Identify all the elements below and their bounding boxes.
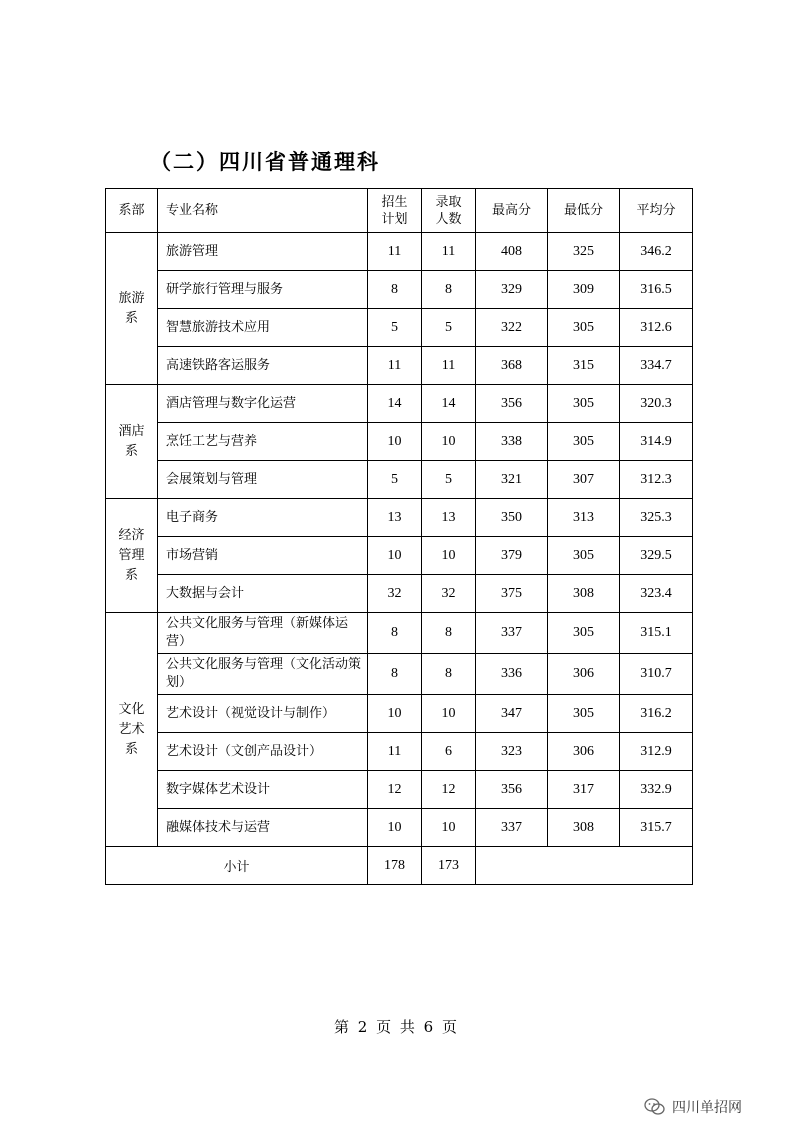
max-score-cell: 322	[476, 309, 548, 347]
avg-score-cell: 315.1	[620, 613, 693, 654]
admit-cell: 5	[422, 461, 476, 499]
max-score-cell: 408	[476, 233, 548, 271]
dept-cell	[106, 385, 158, 499]
admit-cell: 11	[422, 347, 476, 385]
avg-score-cell: 329.5	[620, 537, 693, 575]
plan-cell: 11	[368, 347, 422, 385]
admit-cell: 10	[422, 537, 476, 575]
admit-cell: 10	[422, 695, 476, 733]
max-score-cell: 321	[476, 461, 548, 499]
min-score-cell: 306	[548, 654, 620, 695]
header-max: 最高分	[476, 189, 548, 233]
table-row	[106, 575, 693, 613]
major-cell: 融媒体技术与运营	[158, 809, 368, 847]
min-score-cell: 305	[548, 423, 620, 461]
table-header-row	[106, 189, 693, 233]
table-row	[106, 461, 693, 499]
avg-score-cell: 325.3	[620, 499, 693, 537]
max-score-cell: 350	[476, 499, 548, 537]
table-row	[106, 695, 693, 733]
max-score-cell: 375	[476, 575, 548, 613]
avg-score-cell: 310.7	[620, 654, 693, 695]
avg-score-cell: 334.7	[620, 347, 693, 385]
dept-name-line: 管理	[118, 547, 145, 563]
min-score-cell: 308	[548, 809, 620, 847]
plan-cell: 10	[368, 423, 422, 461]
min-score-cell: 325	[548, 233, 620, 271]
table-row	[106, 809, 693, 847]
min-score-cell: 313	[548, 499, 620, 537]
plan-cell: 8	[368, 613, 422, 654]
max-score-cell: 379	[476, 537, 548, 575]
plan-cell: 11	[368, 733, 422, 771]
major-cell: 电子商务	[158, 499, 368, 537]
dept-name-line: 艺术	[118, 721, 145, 737]
plan-cell: 12	[368, 771, 422, 809]
avg-score-cell: 320.3	[620, 385, 693, 423]
table-row	[106, 271, 693, 309]
avg-score-cell: 314.9	[620, 423, 693, 461]
max-score-cell: 329	[476, 271, 548, 309]
major-cell: 大数据与会计	[158, 575, 368, 613]
dept-name-line: 经济	[118, 527, 145, 543]
major-cell: 数字媒体艺术设计	[158, 771, 368, 809]
dept-name-line: 系	[124, 310, 138, 326]
plan-cell: 10	[368, 809, 422, 847]
plan-cell: 8	[368, 654, 422, 695]
major-cell: 研学旅行管理与服务	[158, 271, 368, 309]
subtotal-admit: 173	[422, 847, 476, 885]
avg-score-cell: 316.2	[620, 695, 693, 733]
admit-cell: 10	[422, 809, 476, 847]
table-row	[106, 309, 693, 347]
table-row	[106, 654, 693, 695]
min-score-cell: 305	[548, 385, 620, 423]
major-cell: 酒店管理与数字化运营	[158, 385, 368, 423]
avg-score-cell: 312.3	[620, 461, 693, 499]
major-cell: 会展策划与管理	[158, 461, 368, 499]
dept-name-line: 文化	[118, 701, 145, 717]
min-score-cell: 305	[548, 613, 620, 654]
subtotal-empty	[476, 847, 693, 885]
admit-cell: 12	[422, 771, 476, 809]
min-score-cell: 317	[548, 771, 620, 809]
plan-cell: 10	[368, 695, 422, 733]
dept-cell	[106, 613, 158, 847]
avg-score-cell: 346.2	[620, 233, 693, 271]
max-score-cell: 347	[476, 695, 548, 733]
table-row	[106, 499, 693, 537]
min-score-cell: 309	[548, 271, 620, 309]
min-score-cell: 305	[548, 695, 620, 733]
dept-name-line: 酒店	[118, 423, 145, 439]
page-section-title: （二）四川省普通理科	[150, 150, 380, 174]
admit-cell: 32	[422, 575, 476, 613]
avg-score-cell: 316.5	[620, 271, 693, 309]
admit-cell: 13	[422, 499, 476, 537]
major-cell: 智慧旅游技术应用	[158, 309, 368, 347]
table-row	[106, 613, 693, 654]
max-score-cell: 336	[476, 654, 548, 695]
watermark	[644, 1097, 742, 1117]
plan-cell: 14	[368, 385, 422, 423]
max-score-cell: 337	[476, 809, 548, 847]
min-score-cell: 307	[548, 461, 620, 499]
header-plan: 招生 计划	[368, 189, 422, 233]
admit-cell: 8	[422, 271, 476, 309]
max-score-cell: 356	[476, 771, 548, 809]
min-score-cell: 308	[548, 575, 620, 613]
admit-cell: 14	[422, 385, 476, 423]
subtotal-plan: 178	[368, 847, 422, 885]
header-min: 最低分	[548, 189, 620, 233]
table-row	[106, 385, 693, 423]
major-cell: 艺术设计（视觉设计与制作）	[158, 695, 368, 733]
admit-cell: 5	[422, 309, 476, 347]
dept-name-line: 旅游	[118, 290, 145, 306]
avg-score-cell: 312.6	[620, 309, 693, 347]
admission-score-table	[105, 188, 693, 885]
subtotal-row	[106, 847, 693, 885]
header-major: 专业名称	[158, 189, 368, 233]
table-row	[106, 347, 693, 385]
dept-cell	[106, 499, 158, 613]
major-cell: 高速铁路客运服务	[158, 347, 368, 385]
plan-cell: 32	[368, 575, 422, 613]
subtotal-label: 小计	[106, 847, 368, 885]
major-cell: 市场营销	[158, 537, 368, 575]
dept-name-line: 系	[124, 443, 138, 459]
plan-cell: 13	[368, 499, 422, 537]
min-score-cell: 315	[548, 347, 620, 385]
max-score-cell: 368	[476, 347, 548, 385]
min-score-cell: 305	[548, 309, 620, 347]
page-number: 第 2 页 共 6 页	[334, 1018, 459, 1036]
admit-cell: 8	[422, 654, 476, 695]
min-score-cell: 305	[548, 537, 620, 575]
admit-cell: 6	[422, 733, 476, 771]
dept-name-line: 系	[124, 741, 138, 757]
avg-score-cell: 323.4	[620, 575, 693, 613]
major-cell: 公共文化服务与管理（文化活动策划）	[158, 654, 368, 695]
plan-cell: 11	[368, 233, 422, 271]
table-row	[106, 771, 693, 809]
dept-cell	[106, 233, 158, 385]
admit-cell: 10	[422, 423, 476, 461]
major-cell: 艺术设计（文创产品设计）	[158, 733, 368, 771]
max-score-cell: 337	[476, 613, 548, 654]
table-row	[106, 423, 693, 461]
major-cell: 旅游管理	[158, 233, 368, 271]
watermark-text: 四川单招网	[672, 1100, 742, 1116]
admit-cell: 11	[422, 233, 476, 271]
dept-name-line: 系	[124, 567, 138, 583]
header-dept: 系部	[106, 189, 158, 233]
min-score-cell: 306	[548, 733, 620, 771]
plan-cell: 10	[368, 537, 422, 575]
max-score-cell: 338	[476, 423, 548, 461]
plan-cell: 5	[368, 461, 422, 499]
table-row	[106, 537, 693, 575]
max-score-cell: 323	[476, 733, 548, 771]
major-cell: 烹饪工艺与营养	[158, 423, 368, 461]
wechat-icon	[644, 1098, 666, 1116]
avg-score-cell: 315.7	[620, 809, 693, 847]
admit-cell: 8	[422, 613, 476, 654]
avg-score-cell: 312.9	[620, 733, 693, 771]
header-avg: 平均分	[620, 189, 693, 233]
avg-score-cell: 332.9	[620, 771, 693, 809]
plan-cell: 5	[368, 309, 422, 347]
header-admit: 录取 人数	[422, 189, 476, 233]
max-score-cell: 356	[476, 385, 548, 423]
plan-cell: 8	[368, 271, 422, 309]
major-cell: 公共文化服务与管理（新媒体运营）	[158, 613, 368, 654]
table-row	[106, 233, 693, 271]
table-row	[106, 733, 693, 771]
